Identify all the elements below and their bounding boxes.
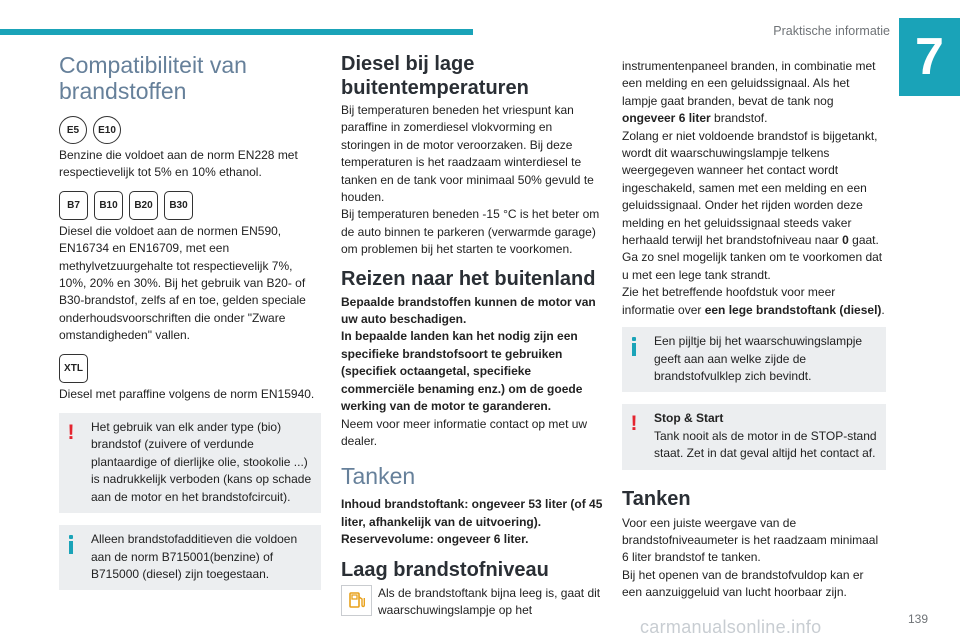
heading-low-fuel: Laag brandstofniveau	[341, 558, 549, 581]
info-fuel-flap-text: Een pijltje bij het waarschuwingslampje geeft aan aan welke zijde de brandstofvulklep zich bevindt.	[654, 334, 863, 383]
reserve-volume-text: Reservevolume: ongeveer 6 liter.	[341, 532, 529, 547]
column-diesel-travel	[341, 52, 604, 620]
chapter-number-tab: 7	[899, 18, 960, 96]
column-low-fuel-continued	[622, 58, 886, 602]
travel-abroad-bold-2: In bepaalde landen kan het nodig zijn een specifieke brandstofsoort te gebruiken (specifiek octaangetal, specifieke commerciële benaming enz.) om de goede werking van de motor te garanderen.	[341, 329, 583, 414]
text-span: .	[881, 302, 885, 317]
b7-badge-icon: B7	[59, 191, 88, 220]
warning-stop-start-title: Stop & Start	[654, 411, 724, 426]
diesel-low-temp-text-2: Bij temperaturen beneden -15 °C is het beter om de auto binnen te parkeren (verwarmde garage) om problemen bij het starten te voorkomen.	[341, 207, 600, 257]
heading-diesel-low-temp: Diesel bij lage buitentemperaturen	[341, 53, 529, 99]
petrol-badges	[59, 116, 321, 144]
diesel-badges	[59, 191, 321, 220]
header-accent-bar	[0, 29, 473, 35]
heading-tanken: Tanken	[341, 463, 416, 490]
section-header: Praktische informatie	[773, 24, 890, 38]
b10-badge-icon: B10	[94, 191, 123, 220]
page-number: 139	[908, 612, 929, 626]
warning-biofuel-text: Het gebruik van elk ander type (bio) brandstof (zuivere of verdunde plantaardige of dierlijke olie, stookolie ...) is nadrukkelijk verboden (kans op schade aan de motor en het brandstofcircuit).	[91, 420, 312, 504]
text-bold-span: een lege brandstoftank (diesel)	[704, 302, 882, 317]
warning-box-stop-start	[622, 404, 886, 469]
text-span: Zie het betreffende hoofdstuk voor meer informatie over	[622, 285, 836, 317]
travel-abroad-bold-1: Bepaalde brandstoffen kunnen de motor van uw auto beschadigen.	[341, 294, 596, 327]
low-fuel-continued-4	[622, 284, 886, 319]
text-span: brandstof.	[710, 111, 768, 126]
tanken-text-1: Voor een juiste weergave van de brandstofniveaumeter is het raadzaam minimaal 6 liter brandstof te tanken.	[622, 515, 879, 565]
low-fuel-continued-1	[622, 58, 886, 128]
e10-badge-icon: E10	[93, 116, 121, 144]
text-bold-span: 0	[842, 233, 849, 248]
text-span: gaat.	[848, 233, 879, 248]
low-fuel-continued-3: Ga zo snel mogelijk tanken om te voorkomen dat u met een lege tank strandt.	[622, 250, 883, 282]
travel-abroad-text: Neem voor meer informatie contact op met uw dealer.	[341, 416, 588, 448]
warning-exclamation-icon: !	[67, 421, 75, 445]
column-fuel-compatibility	[59, 52, 321, 590]
e5-badge-icon: E5	[59, 116, 87, 144]
heading-fuel-compatibility: Compatibiliteit van brandstoffen	[59, 52, 247, 104]
diesel-text: Diesel die voldoet aan de normen EN590, EN16734 en EN16709, met een methylvetzuurgehalte tot respectievelijk 7%, 10%, 20% en 30%. Bij het gebruik van B20- of B30-brandstof, zelfs af en toe, gelden speciale onderhoudsvoorschriften die onder "Zware omstandigheden" vallen.	[59, 223, 306, 343]
b20-badge-icon: B20	[129, 191, 158, 220]
heading-travel-abroad: Reizen naar het buitenland	[341, 267, 596, 290]
warning-box-biofuel	[59, 413, 321, 513]
xtl-text: Diesel met paraffine volgens de norm EN15940.	[59, 386, 315, 401]
low-fuel-text: Als de brandstoftank bijna leeg is, gaat dit waarschuwingslampje op het	[378, 585, 601, 617]
tank-capacity-text: Inhoud brandstoftank: ongeveer 53 liter (of 45 liter, afhankelijk van de uitvoering).	[341, 497, 603, 529]
petrol-text: Benzine die voldoet aan de norm EN228 met respectievelijk tot 5% en 10% ethanol.	[59, 148, 298, 180]
xtl-badge-icon: XTL	[59, 354, 88, 383]
tanken-text-2: Bij het openen van de brandstofvuldop kan er een aanzuiggeluid van lucht hoorbaar zijn.	[622, 567, 864, 600]
info-additives-text: Alleen brandstofadditieven die voldoen aan de norm B715001(benzine) of B715000 (diesel) zijn toegestaan.	[91, 532, 298, 581]
fuel-pump-warning-icon	[341, 585, 372, 616]
text-span: instrumentenpaneel branden, in combinatie met een melding en een geluidssignaal. Als het lampje gaat branden, bevat de tank nog	[622, 59, 876, 108]
watermark: carmanualsonline.info	[640, 617, 822, 637]
info-box-additives	[59, 525, 321, 590]
b30-badge-icon: B30	[164, 191, 193, 220]
info-icon	[65, 535, 77, 557]
info-icon	[628, 337, 640, 359]
text-bold-span: ongeveer 6 liter	[622, 111, 711, 126]
text-span: Zolang er niet voldoende brandstof is bijgetankt, wordt dit waarschuwingslampje telkens weergegeven wanneer het contact wordt ingeschakeld, samen met een melding en een geluidssignaal. Onder het rijden worden deze melding en het geluidssignaal steeds vaker herhaald terwijl het brandstofniveau naar	[622, 128, 878, 248]
diesel-low-temp-text-1: Bij temperaturen beneden het vriespunt kan paraffine in zomerdiesel vlokvorming en storingen in de motor veroorzaken. Bij deze temperaturen is het raadzaam winterdiesel te tanken en de tank voor minimaal 50% gevuld te houden.	[341, 103, 594, 205]
heading-tanken-2: Tanken	[622, 487, 691, 510]
warning-stop-start-text: Tank nooit als de motor in de STOP-stand staat. Zet in dat geval altijd het contact af.	[654, 428, 877, 461]
warning-exclamation-icon: !	[630, 412, 638, 436]
low-fuel-block	[341, 585, 604, 620]
xtl-badges	[59, 354, 321, 383]
info-box-fuel-flap	[622, 327, 886, 392]
low-fuel-continued-2	[622, 128, 886, 250]
